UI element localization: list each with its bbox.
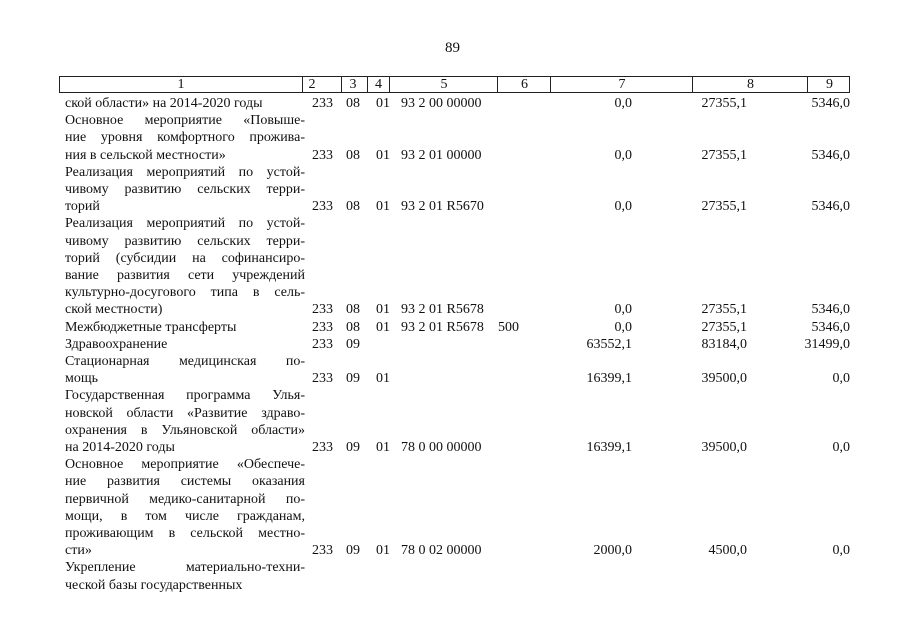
cell-9: 5346,0: [811, 319, 850, 335]
cell-9: 0,0: [832, 440, 850, 455]
cell-8: 4500,0: [708, 543, 747, 559]
cell-7: 16399,1: [586, 440, 632, 455]
cell-8: 27355,1: [701, 302, 747, 318]
header-cell-7: 7: [550, 77, 693, 92]
row-description-line: чивому развитию сельских терри-: [65, 182, 305, 197]
row-description-line: Государственная программа Улья-: [65, 388, 305, 404]
cell-6: 500: [498, 319, 519, 335]
row-description-line: вание развития сети учреждений: [65, 268, 305, 283]
cell-9: 0,0: [832, 543, 850, 559]
cell-7: 0,0: [614, 199, 632, 215]
cell-5: 78 0 00 00000: [401, 440, 482, 455]
cell-7: 0,0: [614, 319, 632, 335]
cell-8: 39500,0: [701, 371, 747, 387]
cell-3: 08: [346, 319, 360, 335]
header-cell-6: 6: [497, 77, 551, 92]
cell-7: 63552,1: [586, 336, 632, 352]
cell-3: 08: [346, 302, 360, 318]
cell-4: 01: [376, 302, 390, 318]
header-cell-5: 5: [389, 77, 498, 92]
cell-8: 27355,1: [701, 199, 747, 215]
cell-9: 5346,0: [811, 302, 850, 318]
cell-8: 83184,0: [701, 336, 747, 352]
cell-5: 93 2 01 R5678: [401, 319, 484, 335]
row-description-line: ческой базы государственных: [65, 577, 243, 593]
cell-2: 233: [312, 336, 333, 352]
cell-4: 01: [376, 199, 390, 215]
cell-9: 0,0: [832, 371, 850, 387]
row-description-line: мощи, в том числе гражданам,: [65, 508, 305, 524]
cell-4: 01: [376, 440, 390, 455]
row-description-line: сти»: [65, 543, 92, 559]
row-description-line: ния в сельской местности»: [65, 147, 226, 163]
cell-2: 233: [312, 371, 333, 387]
row-description-line: мощь: [65, 371, 99, 387]
cell-7: 0,0: [614, 147, 632, 163]
cell-8: 27355,1: [701, 319, 747, 335]
row-description-line: новской области «Развитие здраво-: [65, 405, 305, 421]
cell-3: 09: [346, 440, 360, 455]
cell-3: 08: [346, 199, 360, 215]
row-description-line: ской области» на 2014-2020 годы: [65, 96, 263, 111]
header-cell-2: 2: [302, 77, 321, 92]
row-description-line: ние уровня комфортного прожива-: [65, 130, 305, 146]
cell-5: 93 2 00 00000: [401, 96, 482, 111]
cell-3: 08: [346, 147, 360, 163]
row-description-line: ние развития системы оказания: [65, 474, 305, 490]
cell-9: 5346,0: [811, 96, 850, 111]
cell-3: 09: [346, 543, 360, 559]
cell-3: 09: [346, 336, 360, 352]
row-description-line: Основное мероприятие «Повыше-: [65, 113, 305, 129]
row-description-line: чивому развитию сельских терри-: [65, 233, 305, 249]
row-description-line: ской местности): [65, 302, 163, 318]
cell-5: 93 2 01 00000: [401, 147, 482, 163]
cell-4: 01: [376, 319, 390, 335]
row-description-line: охранения в Ульяновской области»: [65, 422, 305, 438]
row-description-line: Основное мероприятие «Обеспече-: [65, 457, 305, 473]
cell-4: 01: [376, 147, 390, 163]
cell-8: 27355,1: [701, 147, 747, 163]
cell-8: 39500,0: [701, 440, 747, 455]
cell-5: 93 2 01 R5678: [401, 302, 484, 318]
header-cell-1: 1: [177, 77, 185, 92]
cell-7: 0,0: [614, 96, 632, 111]
cell-5: 78 0 02 00000: [401, 543, 482, 559]
row-description-line: проживающим в сельской местно-: [65, 526, 305, 541]
cell-7: 16399,1: [586, 371, 632, 387]
row-description-line: торий: [65, 199, 100, 215]
cell-8: 27355,1: [701, 96, 747, 111]
table-header-row: [59, 76, 850, 93]
cell-2: 233: [312, 96, 333, 111]
row-description-line: Здравоохранение: [65, 336, 168, 352]
row-description-line: Межбюджетные трансферты: [65, 319, 237, 335]
cell-4: 01: [376, 96, 390, 111]
header-cell-3: 3: [341, 77, 364, 92]
header-cell-4: 4: [367, 77, 389, 92]
cell-2: 233: [312, 302, 333, 318]
cell-9: 5346,0: [811, 147, 850, 163]
cell-2: 233: [312, 147, 333, 163]
cell-2: 233: [312, 440, 333, 455]
cell-3: 08: [346, 96, 360, 111]
row-description-line: культурно-досугового типа в сель-: [65, 285, 305, 301]
row-description-line: Реализация мероприятий по устой-: [65, 216, 305, 232]
cell-2: 233: [312, 199, 333, 215]
row-description-line: первичной медико-санитарной по-: [65, 491, 305, 507]
cell-7: 2000,0: [593, 543, 632, 559]
cell-3: 09: [346, 371, 360, 387]
cell-9: 5346,0: [811, 199, 850, 215]
cell-7: 0,0: [614, 302, 632, 318]
cell-4: 01: [376, 371, 390, 387]
cell-4: 01: [376, 543, 390, 559]
row-description-line: Реализация мероприятий по устой-: [65, 164, 305, 180]
row-description-line: Укрепление материально-техни-: [65, 560, 305, 576]
row-description-line: торий (субсидии на софинансиро-: [65, 250, 305, 266]
cell-2: 233: [312, 543, 333, 559]
cell-2: 233: [312, 319, 333, 335]
cell-5: 93 2 01 R5670: [401, 199, 484, 215]
cell-9: 31499,0: [804, 336, 850, 352]
row-description-line: на 2014-2020 годы: [65, 440, 175, 455]
header-cell-8: 8: [692, 77, 808, 92]
row-description-line: Стационарная медицинская по-: [65, 354, 305, 369]
header-cell-9: 9: [807, 77, 851, 92]
page-number: 89: [445, 40, 460, 56]
